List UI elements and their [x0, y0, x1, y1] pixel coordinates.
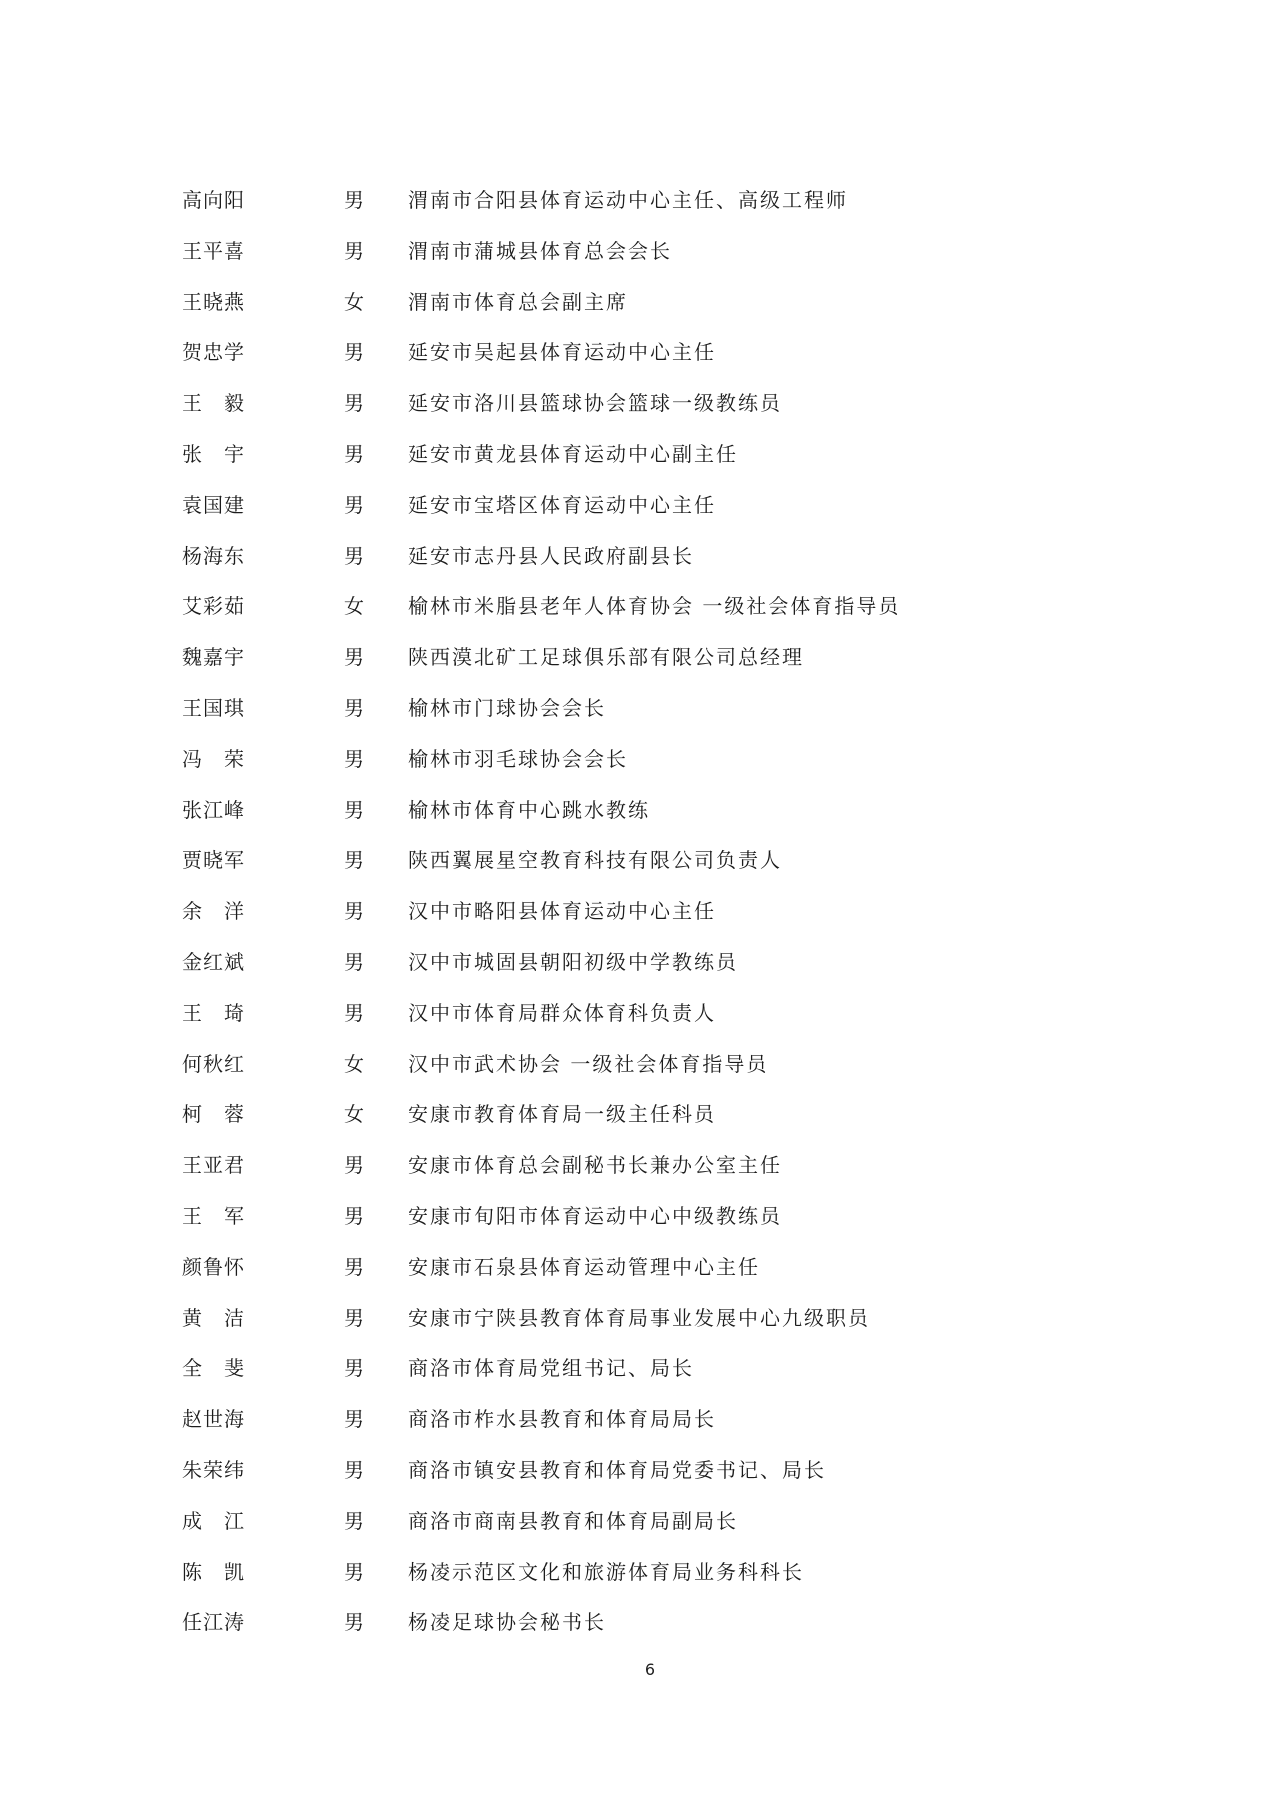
person-gender: 男 [344, 1508, 364, 1533]
person-title: 渭南市蒲城县体育总会会长 [408, 238, 672, 263]
person-name: 朱荣纬 [182, 1457, 245, 1482]
person-title: 安康市石泉县体育运动管理中心主任 [408, 1254, 760, 1279]
person-title: 榆林市米脂县老年人体育协会 一级社会体育指导员 [408, 594, 901, 619]
list-item [0, 480, 1280, 531]
person-gender: 男 [344, 238, 364, 263]
person-name: 袁国建 [182, 492, 245, 517]
list-item [0, 937, 1280, 988]
list-item [0, 1039, 1280, 1090]
list-item [0, 277, 1280, 328]
list-item [0, 1089, 1280, 1140]
person-title: 榆林市体育中心跳水教练 [408, 797, 650, 822]
person-gender: 男 [344, 391, 364, 416]
list-item [0, 581, 1280, 632]
person-title: 汉中市略阳县体育运动中心主任 [408, 899, 716, 924]
person-title: 商洛市柞水县教育和体育局局长 [408, 1407, 716, 1432]
list-item [0, 886, 1280, 937]
person-name: 王平喜 [182, 238, 245, 263]
person-title: 安康市宁陕县教育体育局事业发展中心九级职员 [408, 1305, 870, 1330]
person-name: 高向阳 [182, 188, 245, 212]
person-title: 渭南市体育总会副主席 [408, 289, 628, 314]
person-name: 陈 凯 [182, 1559, 245, 1584]
person-gender: 男 [344, 1457, 364, 1482]
list-item [0, 1445, 1280, 1496]
person-name: 任江涛 [182, 1610, 245, 1635]
person-gender: 男 [344, 695, 364, 720]
list-item [0, 1547, 1280, 1598]
person-title: 杨凌足球协会秘书长 [408, 1610, 606, 1635]
person-title: 延安市黄龙县体育运动中心副主任 [408, 441, 738, 466]
person-gender: 男 [344, 1153, 364, 1178]
page-number: 6 [644, 1660, 656, 1679]
list-item [0, 632, 1280, 683]
person-title: 榆林市门球协会会长 [408, 695, 606, 720]
person-gender: 男 [344, 1610, 364, 1635]
list-item [0, 327, 1280, 378]
person-name: 成 江 [182, 1508, 245, 1533]
list-item [0, 988, 1280, 1039]
person-name: 杨海东 [182, 543, 245, 568]
list-item [0, 1343, 1280, 1394]
person-gender: 男 [344, 1356, 364, 1381]
person-gender: 女 [344, 1051, 364, 1076]
person-gender: 女 [344, 289, 364, 314]
roster-list [0, 175, 1280, 1648]
person-title: 安康市旬阳市体育运动中心中级教练员 [408, 1203, 782, 1228]
person-gender: 女 [344, 1102, 364, 1127]
person-title: 渭南市合阳县体育运动中心主任、高级工程师 [408, 188, 848, 212]
list-item [0, 226, 1280, 277]
person-title: 安康市教育体育局一级主任科员 [408, 1102, 716, 1127]
list-item [0, 1191, 1280, 1242]
person-title: 延安市宝塔区体育运动中心主任 [408, 492, 716, 517]
person-gender: 男 [344, 848, 364, 873]
list-item [0, 1597, 1280, 1648]
list-item [0, 785, 1280, 836]
person-name: 王 军 [182, 1203, 245, 1228]
list-item [0, 1496, 1280, 1547]
person-name: 王 琦 [182, 1000, 245, 1025]
person-title: 延安市吴起县体育运动中心主任 [408, 340, 716, 365]
person-name: 金红斌 [182, 949, 245, 974]
person-name: 全 斐 [182, 1356, 245, 1381]
person-name: 余 洋 [182, 899, 245, 924]
person-gender: 男 [344, 1305, 364, 1330]
list-item [0, 378, 1280, 429]
person-name: 张 宇 [182, 441, 245, 466]
list-item [0, 1140, 1280, 1191]
person-title: 延安市洛川县篮球协会篮球一级教练员 [408, 391, 782, 416]
person-gender: 男 [344, 1407, 364, 1432]
list-item [0, 835, 1280, 886]
list-item [0, 683, 1280, 734]
person-name: 颜鲁怀 [182, 1254, 245, 1279]
person-gender: 男 [344, 949, 364, 974]
person-title: 陕西漠北矿工足球俱乐部有限公司总经理 [408, 645, 804, 670]
person-name: 王亚君 [182, 1153, 245, 1178]
person-name: 艾彩茹 [182, 594, 245, 619]
person-gender: 男 [344, 797, 364, 822]
person-gender: 男 [344, 188, 364, 212]
person-title: 延安市志丹县人民政府副县长 [408, 543, 694, 568]
person-gender: 男 [344, 441, 364, 466]
person-gender: 男 [344, 1254, 364, 1279]
person-gender: 男 [344, 1559, 364, 1584]
person-title: 榆林市羽毛球协会会长 [408, 746, 628, 771]
person-name: 赵世海 [182, 1407, 245, 1432]
person-title: 杨凌示范区文化和旅游体育局业务科科长 [408, 1559, 804, 1584]
person-title: 汉中市城固县朝阳初级中学教练员 [408, 949, 738, 974]
person-name: 冯 荣 [182, 746, 245, 771]
person-title: 汉中市体育局群众体育科负责人 [408, 1000, 716, 1025]
person-gender: 男 [344, 543, 364, 568]
person-name: 贾晓军 [182, 848, 245, 873]
person-gender: 男 [344, 492, 364, 517]
person-title: 汉中市武术协会 一级社会体育指导员 [408, 1051, 769, 1076]
person-name: 王晓燕 [182, 289, 245, 314]
person-gender: 女 [344, 594, 364, 619]
person-name: 贺忠学 [182, 340, 245, 365]
list-item [0, 175, 1280, 226]
person-title: 商洛市商南县教育和体育局副局长 [408, 1508, 738, 1533]
person-name: 张江峰 [182, 797, 245, 822]
person-title: 商洛市镇安县教育和体育局党委书记、局长 [408, 1457, 826, 1482]
person-gender: 男 [344, 645, 364, 670]
person-name: 柯 蓉 [182, 1102, 245, 1127]
list-item [0, 429, 1280, 480]
person-name: 王国琪 [182, 695, 245, 720]
person-title: 陕西翼展星空教育科技有限公司负责人 [408, 848, 782, 873]
list-item [0, 1242, 1280, 1293]
person-name: 王 毅 [182, 391, 245, 416]
list-item [0, 1293, 1280, 1344]
person-gender: 男 [344, 340, 364, 365]
person-name: 何秋红 [182, 1051, 245, 1076]
person-name: 魏嘉宇 [182, 645, 245, 670]
list-item [0, 734, 1280, 785]
person-gender: 男 [344, 1000, 364, 1025]
person-name: 黄 洁 [182, 1305, 245, 1330]
person-gender: 男 [344, 899, 364, 924]
list-item [0, 531, 1280, 582]
person-gender: 男 [344, 1203, 364, 1228]
list-item [0, 1394, 1280, 1445]
person-title: 安康市体育总会副秘书长兼办公室主任 [408, 1153, 782, 1178]
person-gender: 男 [344, 746, 364, 771]
person-title: 商洛市体育局党组书记、局长 [408, 1356, 694, 1381]
